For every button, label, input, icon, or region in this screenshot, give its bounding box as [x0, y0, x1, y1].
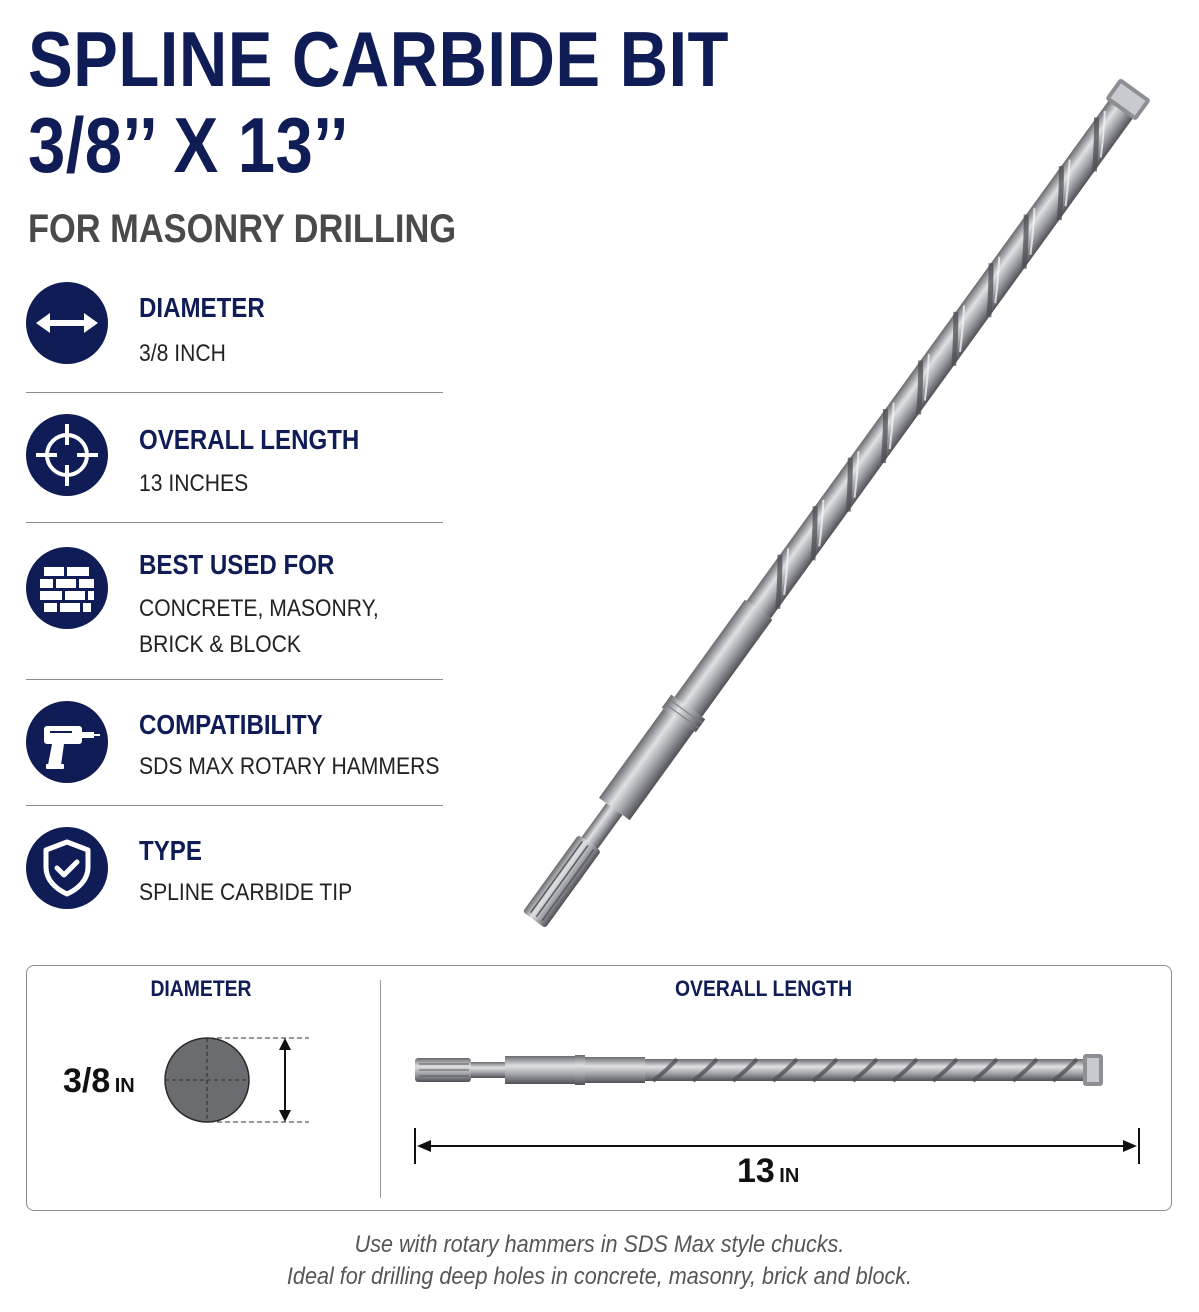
divider: [26, 805, 443, 806]
spec-value: 13 INCHES: [139, 470, 249, 497]
diameter-unit: IN: [114, 1075, 135, 1097]
spec-best-used-for: [26, 547, 443, 667]
spec-label: BEST USED FOR: [139, 549, 335, 580]
title-line-2: 3/8’’ X 13’’: [28, 101, 349, 189]
title-line-1: SPLINE CARBIDE BIT: [28, 15, 729, 103]
page-subtitle: FOR MASONRY DRILLING: [28, 207, 457, 251]
dimension-panel: [26, 965, 1172, 1211]
length-value: 13: [737, 1152, 775, 1190]
panel-divider: [380, 980, 381, 1198]
spec-value-line-2: BRICK & BLOCK: [139, 631, 301, 658]
hammer-drill-icon: [26, 701, 108, 783]
divider: [26, 679, 443, 680]
length-measure: [737, 1152, 799, 1191]
footer-line-2: Ideal for drilling deep holes in concrete, masonry, brick and block.: [286, 1263, 913, 1290]
length-unit: IN: [779, 1165, 800, 1187]
brick-wall-icon: [26, 547, 108, 629]
spec-value: 3/8 INCH: [139, 340, 226, 367]
diameter-heading: DIAMETER: [150, 976, 252, 1001]
spec-label: DIAMETER: [139, 292, 265, 323]
divider: [26, 392, 443, 393]
drill-bit-side-view: [415, 1046, 1115, 1096]
double-arrow-icon: [26, 282, 108, 364]
shield-check-icon: [26, 827, 108, 909]
spec-value: SDS MAX ROTARY HAMMERS: [139, 753, 440, 780]
diameter-value: 3/8: [63, 1062, 111, 1100]
diameter-diagram: [157, 1032, 317, 1128]
drill-bit-image: [500, 60, 1180, 950]
crosshair-icon: [26, 414, 108, 496]
footer-line-1: Use with rotary hammers in SDS Max style chucks.: [354, 1231, 845, 1258]
divider: [26, 522, 443, 523]
spec-label: COMPATIBILITY: [139, 709, 323, 740]
spec-type: [26, 827, 443, 927]
spec-overall-length: [26, 414, 443, 514]
spec-label: TYPE: [139, 835, 202, 866]
spec-label: OVERALL LENGTH: [139, 424, 360, 455]
diameter-measure: [63, 1062, 135, 1101]
overall-length-heading: OVERALL LENGTH: [675, 976, 853, 1001]
spec-diameter: [26, 282, 443, 382]
spec-value: SPLINE CARBIDE TIP: [139, 879, 353, 906]
spec-value-line-1: CONCRETE, MASONRY,: [139, 595, 379, 622]
spec-compatibility: [26, 701, 443, 801]
